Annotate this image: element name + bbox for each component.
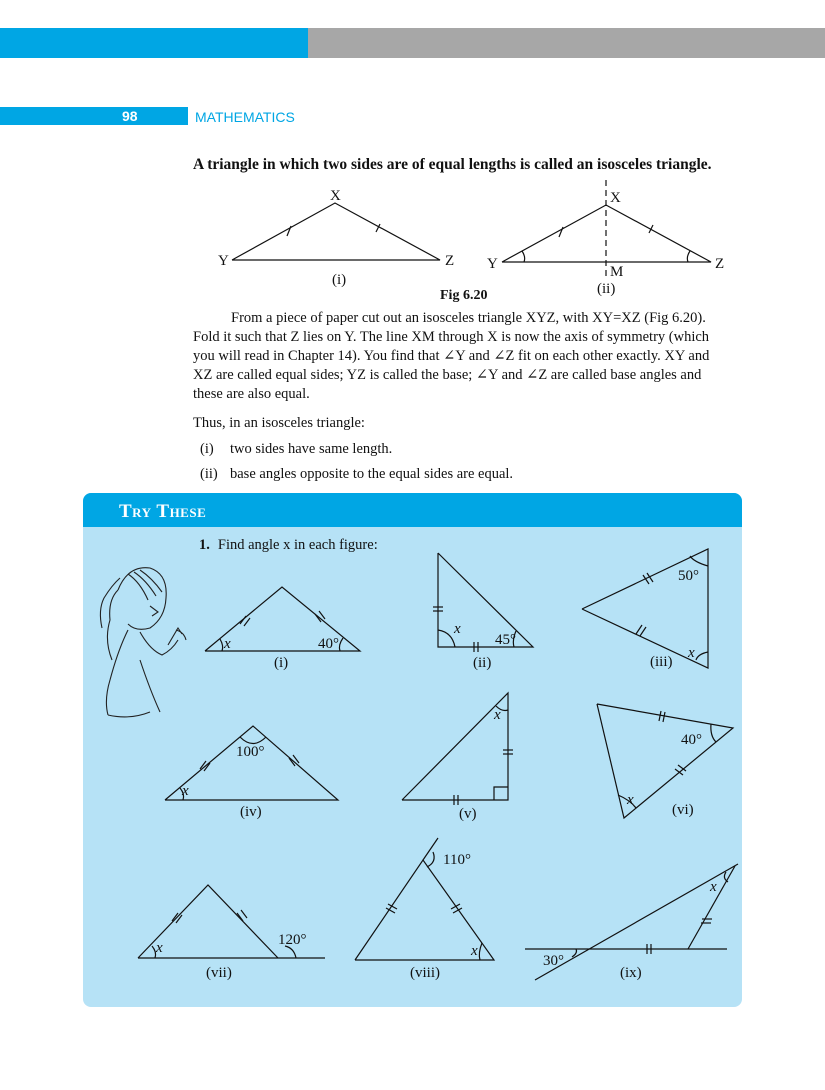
fig-ii-angle: 45° bbox=[495, 632, 516, 648]
paragraph-line: these are also equal. bbox=[193, 386, 310, 402]
fig-i-sub: (i) bbox=[274, 655, 289, 671]
fig2-sub: (ii) bbox=[597, 281, 616, 297]
fig-ix-x: x bbox=[710, 879, 717, 895]
question-number: 1. bbox=[199, 537, 210, 553]
fig2-label-m: M bbox=[610, 264, 624, 280]
paragraph-line: Fold it such that Z lies on Y. The line XM through X is now the axis of symmetry (which bbox=[193, 329, 710, 345]
fig-vii-angle: 120° bbox=[278, 932, 307, 948]
fig1-label-x: X bbox=[330, 188, 341, 204]
fig2-label-y: Y bbox=[487, 256, 498, 272]
list-text: base angles opposite to the equal sides are equal. bbox=[230, 466, 514, 482]
figure-caption: Fig 6.20 bbox=[440, 288, 488, 303]
fig-iv-angle: 100° bbox=[236, 744, 265, 760]
page-number: 98 bbox=[122, 108, 138, 124]
fig-viii-x: x bbox=[471, 943, 478, 959]
question-text: Find angle x in each figure: bbox=[217, 537, 378, 553]
subject-title: MATHEMATICS bbox=[195, 109, 295, 125]
list-num: (i) bbox=[200, 441, 214, 457]
fig1-label-z: Z bbox=[445, 253, 455, 269]
paragraph-line: XZ are called equal sides; YZ is called the base; ∠Y and ∠Z are called base angles and bbox=[193, 367, 702, 383]
fig-viii-angle: 110° bbox=[443, 852, 471, 868]
fig-vii-x: x bbox=[156, 940, 163, 956]
fig-ix-angle: 30° bbox=[543, 953, 564, 969]
fig-iii-sub: (iii) bbox=[650, 654, 673, 670]
fig-vii-sub: (vii) bbox=[206, 965, 232, 981]
fig-vi-angle: 40° bbox=[681, 732, 702, 748]
fig-ii-x: x bbox=[454, 621, 461, 637]
fig-iv-x: x bbox=[182, 783, 189, 799]
fig-iii-angle: 50° bbox=[678, 568, 699, 584]
fig-ix-sub: (ix) bbox=[620, 965, 642, 981]
fig1-sub: (i) bbox=[332, 272, 347, 288]
girl-illustration bbox=[100, 568, 186, 717]
fig-v-x: x bbox=[494, 707, 501, 723]
fig-i-x: x bbox=[224, 636, 231, 652]
fig-vi-sub: (vi) bbox=[672, 802, 694, 818]
fig2-label-x: X bbox=[610, 190, 621, 206]
fig2-label-z: Z bbox=[715, 256, 725, 272]
fig-vi-x: x bbox=[627, 792, 634, 808]
thus-text: Thus, in an isosceles triangle: bbox=[193, 415, 365, 431]
definition-text: A triangle in which two sides are of equal lengths is called an isosceles triangle. bbox=[193, 156, 712, 173]
paragraph-line: From a piece of paper cut out an isosceles triangle XYZ, with XY=XZ (Fig 6.20). bbox=[231, 310, 706, 326]
fig1-label-y: Y bbox=[218, 253, 229, 269]
paragraph-line: you will read in Chapter 14). You find that ∠Y and ∠Z fit on each other exactly. XY and bbox=[193, 348, 710, 364]
try-these-title: Try These bbox=[119, 501, 207, 522]
fig-v-sub: (v) bbox=[459, 806, 477, 822]
fig-iv-sub: (iv) bbox=[240, 804, 262, 820]
fig-i-angle: 40° bbox=[318, 636, 339, 652]
fig-iii-x: x bbox=[688, 645, 695, 661]
fig-viii-sub: (viii) bbox=[410, 965, 440, 981]
list-text: two sides have same length. bbox=[230, 441, 393, 457]
fig-ii-sub: (ii) bbox=[473, 655, 492, 671]
list-num: (ii) bbox=[200, 466, 218, 482]
